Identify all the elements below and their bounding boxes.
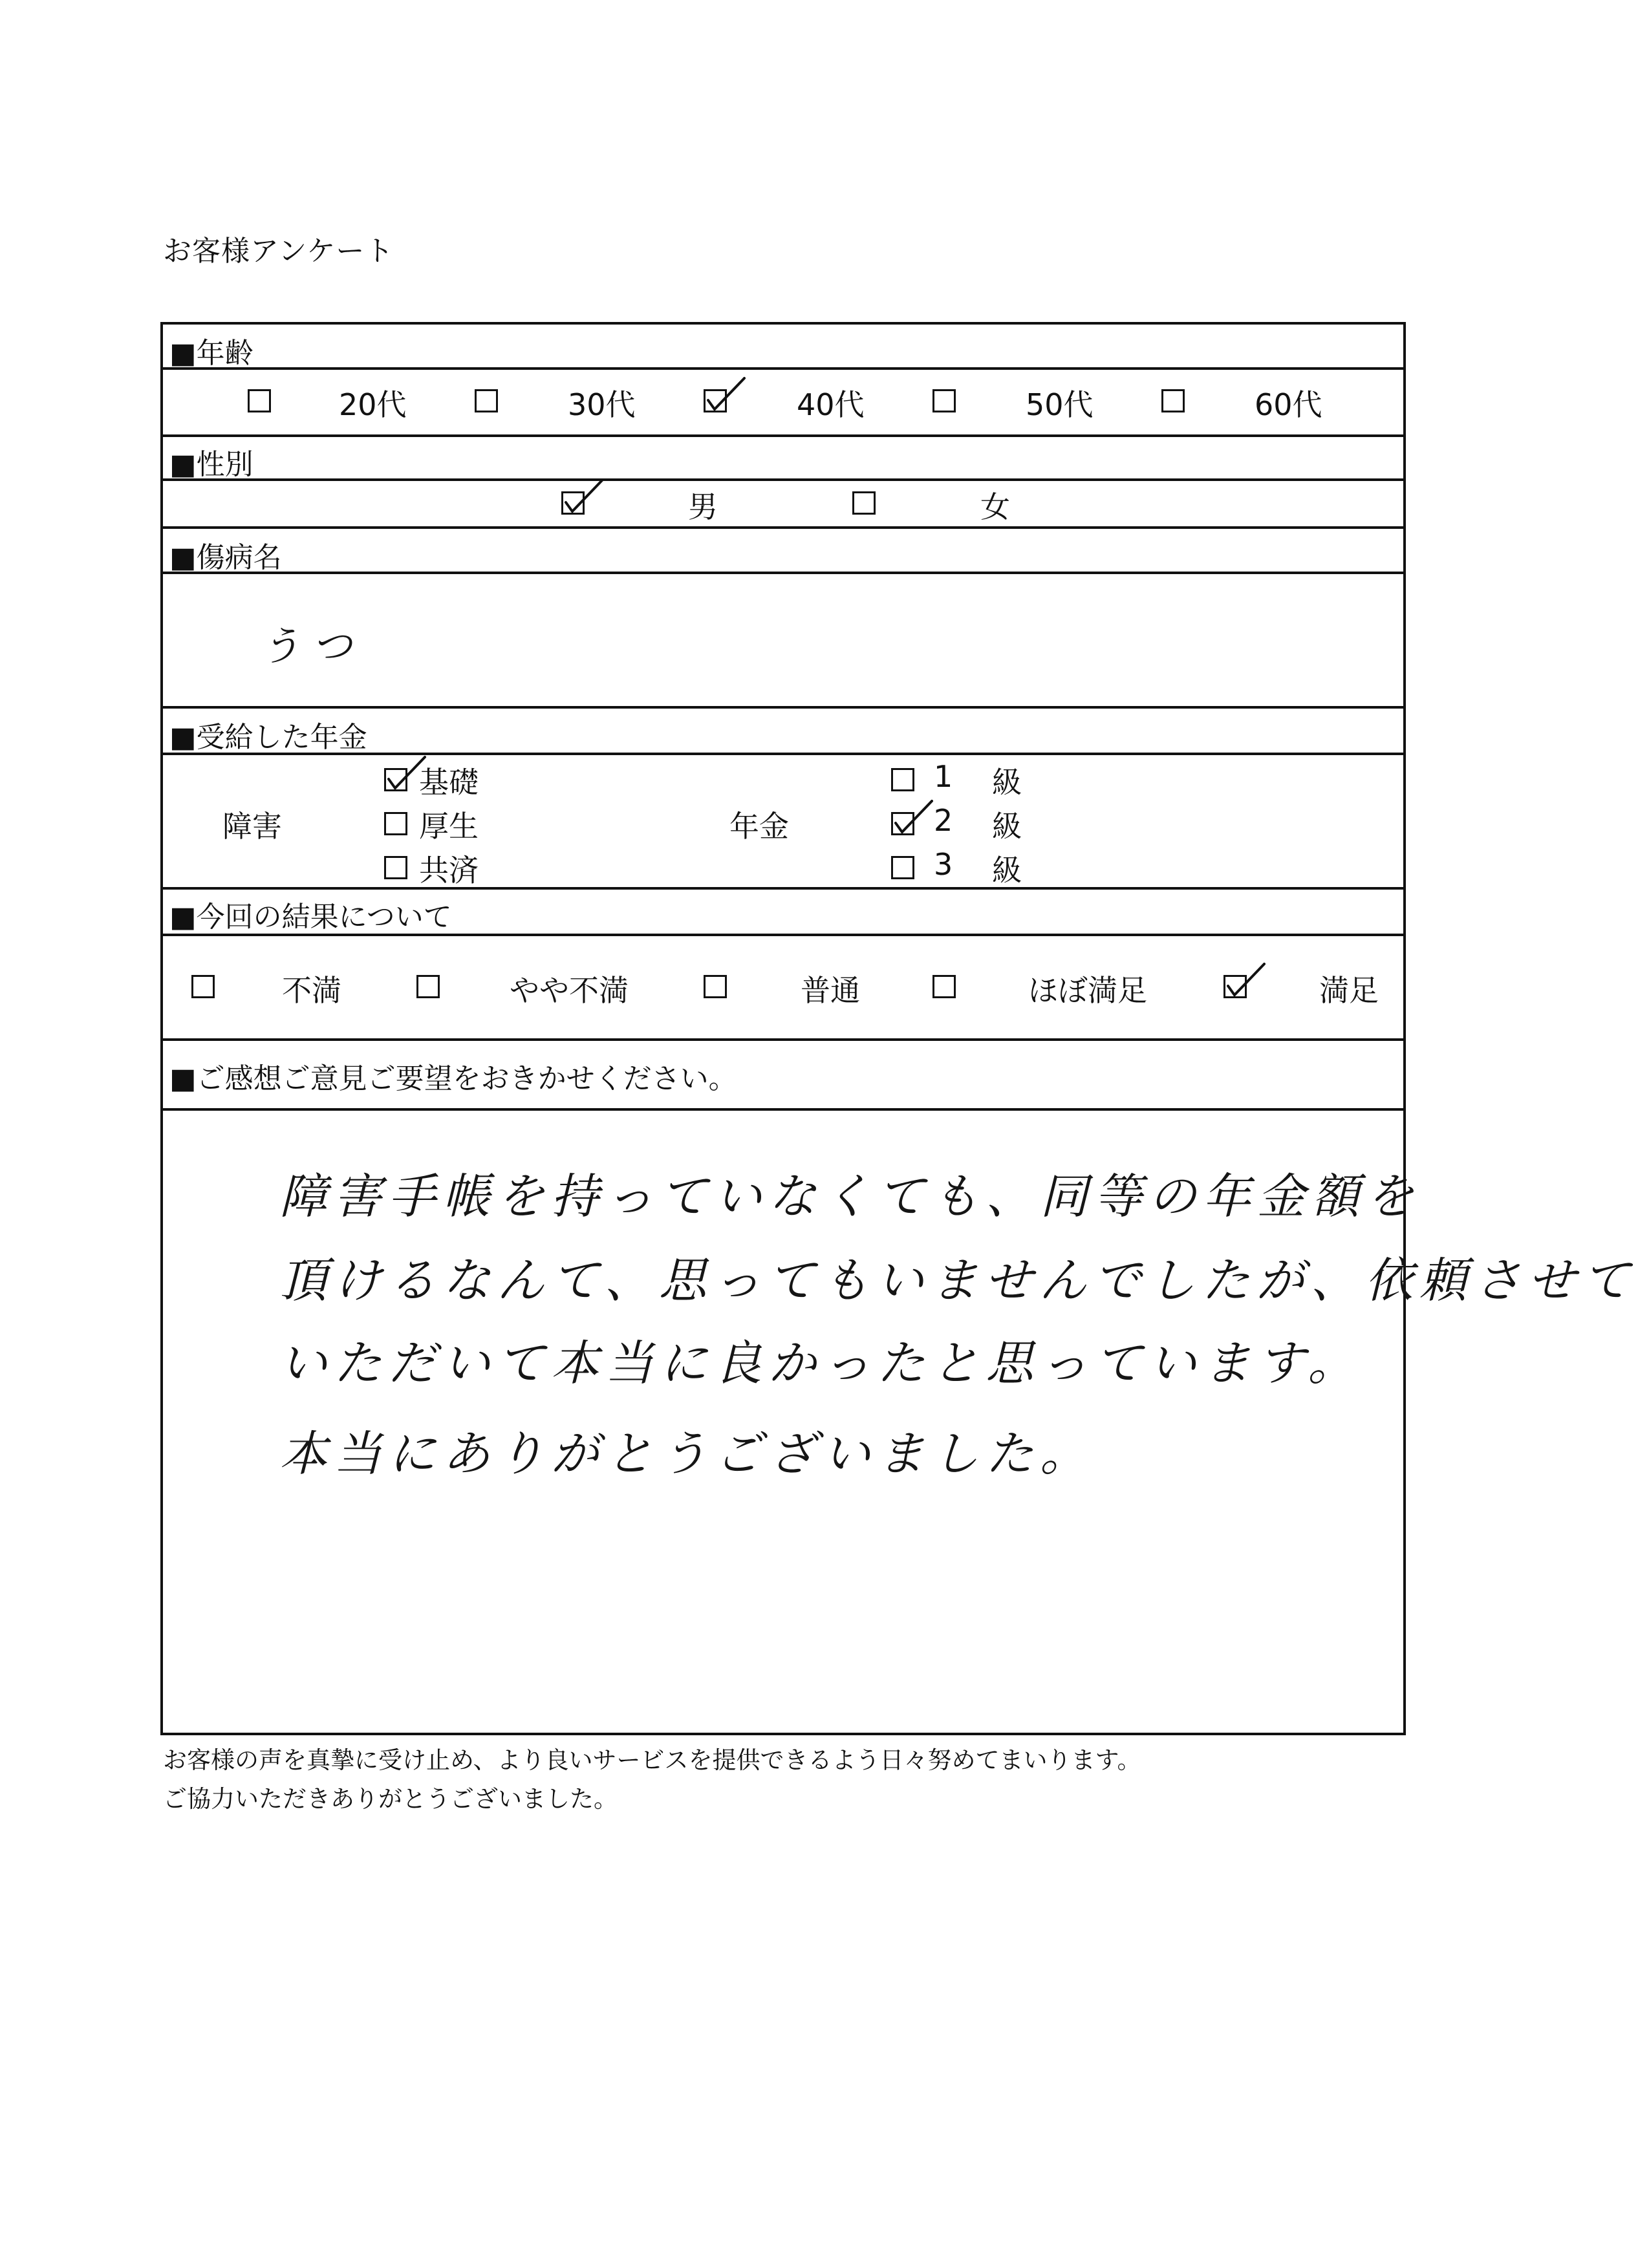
age-20s-checkbox[interactable]: [248, 389, 271, 412]
pension-type-kiso-label: 基礎: [419, 765, 479, 800]
pension-grade-3-checkbox[interactable]: [891, 856, 914, 879]
pension-grade-1-unit: 級: [992, 765, 1022, 800]
section-heading-disease: ■傷病名: [169, 541, 282, 574]
age-20s-label: 20代: [339, 387, 407, 422]
divider: [163, 1108, 1403, 1111]
check-mark-icon: [1224, 960, 1271, 1000]
footer-text: お客様の声を真摯に受け止め、より良いサービスを提供できるよう日々努めてまいります。: [163, 1746, 1141, 1774]
section-heading-pension: ■受給した年金: [169, 721, 367, 754]
pension-category-label: 障害: [222, 809, 282, 844]
pension-type-kiso-checkbox[interactable]: [384, 768, 407, 791]
page-title: お客様アンケート: [163, 235, 394, 268]
check-mark-icon: [704, 374, 751, 414]
divider: [163, 526, 1403, 529]
comment-line: いただいて本当に良かったと思っています。: [279, 1336, 1363, 1391]
divider: [163, 478, 1403, 481]
pension-type-kyousai-checkbox[interactable]: [384, 856, 407, 879]
pension-grade-2-checkbox[interactable]: [891, 812, 914, 835]
pension-grade-3-number: 3: [934, 847, 953, 882]
survey-form: [160, 322, 1637, 1735]
pension-type-kyousai-label: 共済: [419, 853, 479, 888]
result-futsuu-label: 普通: [801, 973, 860, 1008]
result-yaya-fuman-label: やや不満: [510, 973, 629, 1008]
age-60s-label: 60代: [1255, 387, 1322, 422]
comment-line: 本当にありがとうございました。: [279, 1426, 1094, 1482]
age-60s-checkbox[interactable]: [1161, 389, 1185, 412]
result-fuman-checkbox[interactable]: [191, 975, 215, 998]
section-heading-gender: ■性別: [169, 448, 253, 481]
age-40s-checkbox[interactable]: [704, 389, 727, 412]
result-hobo-manzoku-label: ほぼ満足: [1028, 973, 1147, 1008]
divider: [163, 1038, 1403, 1041]
pension-grade-2-unit: 級: [992, 809, 1022, 844]
disease-answer: うつ: [260, 623, 364, 670]
result-futsuu-checkbox[interactable]: [704, 975, 727, 998]
age-30s-checkbox[interactable]: [475, 389, 498, 412]
pension-grade-1-checkbox[interactable]: [891, 768, 914, 791]
pension-grade-2-number: 2: [934, 803, 953, 838]
gender-female-checkbox[interactable]: [852, 491, 876, 515]
result-manzoku-label: 満足: [1319, 973, 1379, 1008]
gender-male-checkbox[interactable]: [561, 491, 585, 515]
section-heading-result: ■今回の結果について: [169, 901, 452, 934]
check-mark-icon: [562, 476, 609, 517]
pension-grade-label: 年金: [729, 809, 789, 844]
result-yaya-fuman-checkbox[interactable]: [416, 975, 440, 998]
age-50s-label: 50代: [1026, 387, 1094, 422]
pension-type-kousei-checkbox[interactable]: [384, 812, 407, 835]
result-manzoku-checkbox[interactable]: [1223, 975, 1247, 998]
comment-line: 頂けるなんて、思ってもいませんでしたが、依頼させて: [279, 1253, 1637, 1309]
footer-text: ご協力いただきありがとうございました。: [163, 1785, 618, 1813]
pension-grade-3-unit: 級: [992, 853, 1022, 888]
gender-female-label: 女: [980, 489, 1010, 524]
result-hobo-manzoku-checkbox[interactable]: [932, 975, 956, 998]
pension-type-kousei-label: 厚生: [419, 809, 479, 844]
section-heading-age: ■年齢: [169, 337, 253, 370]
divider: [163, 706, 1403, 709]
gender-male-label: 男: [688, 489, 718, 524]
divider: [163, 887, 1403, 890]
comment-line: 障害手帳を持っていなくても、同等の年金額を: [279, 1169, 1420, 1225]
age-30s-label: 30代: [568, 387, 636, 422]
divider: [163, 367, 1403, 370]
pension-grade-1-number: 1: [934, 759, 953, 794]
age-50s-checkbox[interactable]: [932, 389, 956, 412]
result-fuman-label: 不満: [282, 973, 341, 1008]
check-mark-icon: [892, 797, 938, 837]
divider: [163, 572, 1403, 574]
section-heading-comments: ■ご感想ご意見ご要望をおきかせください。: [169, 1062, 737, 1095]
divider: [163, 434, 1403, 437]
age-40s-label: 40代: [797, 387, 865, 422]
